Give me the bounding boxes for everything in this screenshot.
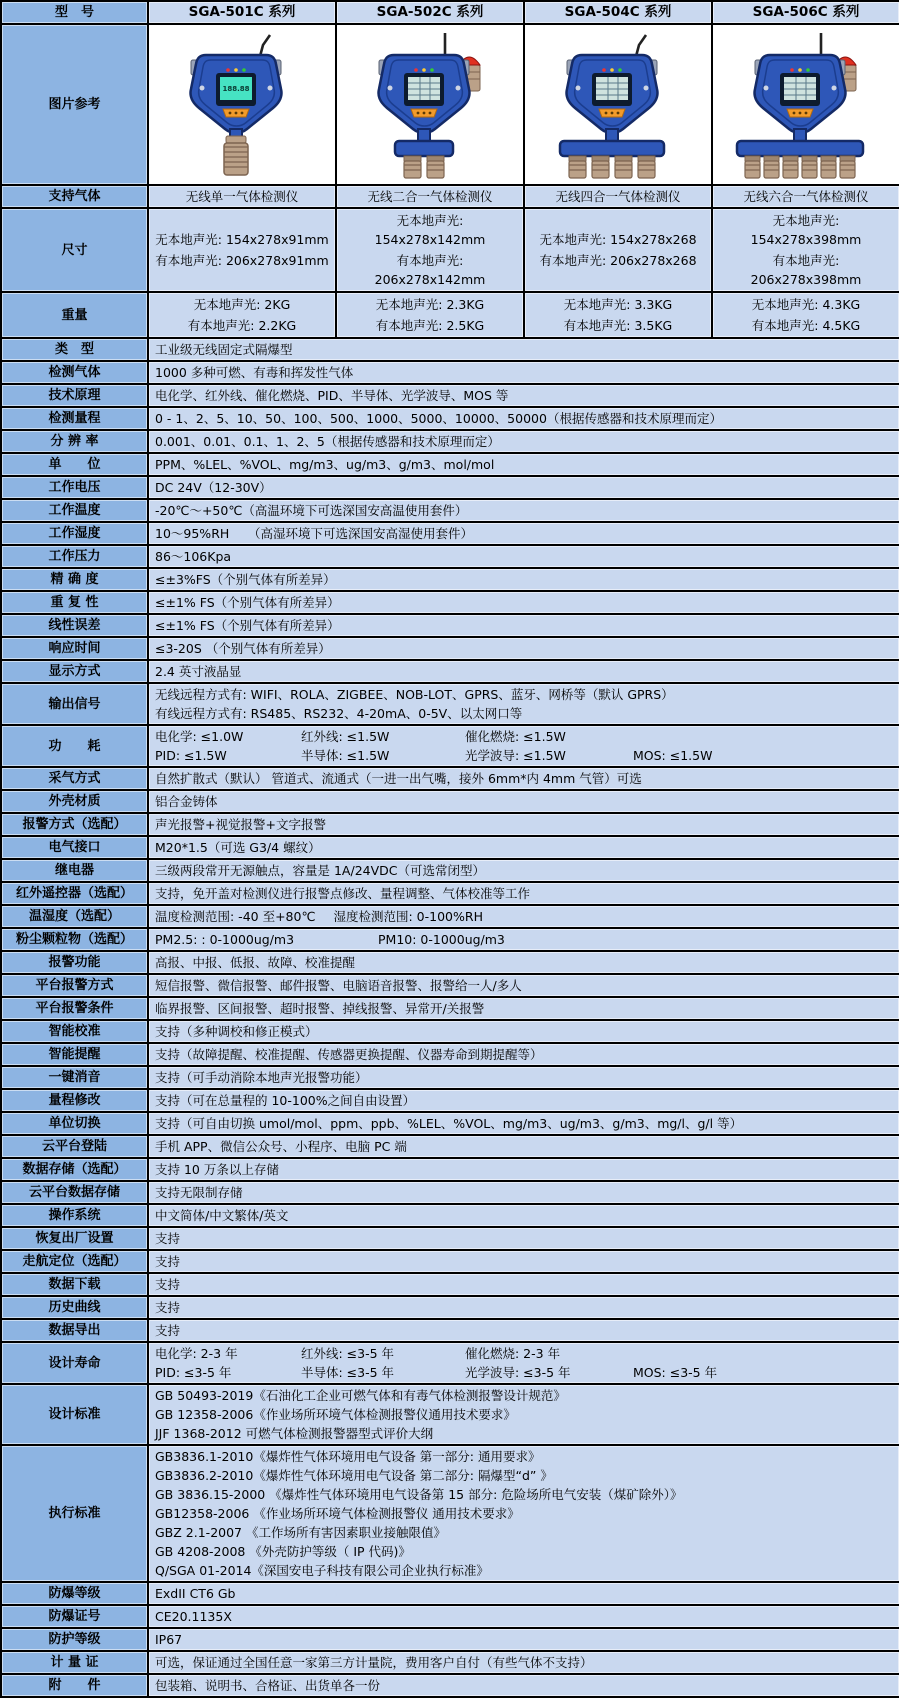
spec-value-line: 无本地声光: 154x278x398mm xyxy=(750,213,862,247)
spec-row xyxy=(1,1135,899,1158)
spec-row xyxy=(1,1250,899,1273)
spec-row xyxy=(1,430,899,453)
spec-row-value xyxy=(148,1089,899,1112)
spec-row-value xyxy=(148,725,899,767)
spec-value-line: 自然扩散式（默认） 管道式、流通式（一进一出气嘴，接外 6mm*内 4mm 气管）可选 xyxy=(155,771,642,786)
spec-row-value xyxy=(148,974,899,997)
spec-value-line: 声光报警+视觉报警+文字报警 xyxy=(155,817,326,832)
spec-row-value xyxy=(148,568,899,591)
spec-value-line: 无线二合一气体检测仪 xyxy=(367,189,493,204)
product-spec-row xyxy=(1,292,899,338)
spec-value-line: 10～95%RH （高湿环境下可选深国安高湿使用套件） xyxy=(155,526,474,541)
spec-value-line: ExdII CT6 Gb xyxy=(155,1586,236,1601)
spec-row-value xyxy=(148,614,899,637)
spec-value-line: 无本地声光: 154x278x142mm xyxy=(374,213,486,247)
spec-value-line: IP67 xyxy=(155,1632,183,1647)
spec-row xyxy=(1,499,899,522)
spec-value-line: GB12358-2006 《作业场所环境气体检测报警仪 通用技术要求》 xyxy=(155,1506,520,1521)
spec-value-line: GB3836.2-2010《爆炸性气体环境用电气设备 第二部分: 隔爆型“d” 》 xyxy=(155,1468,553,1483)
image-reference-row xyxy=(1,24,899,185)
spec-row xyxy=(1,1296,899,1319)
spec-row-label: 线性误差 xyxy=(1,614,148,637)
spec-row-value xyxy=(148,1582,899,1605)
spec-row-value xyxy=(148,499,899,522)
spec-row-label: 响应时间 xyxy=(1,637,148,660)
spec-row xyxy=(1,1674,899,1697)
spec-value-line: 有本地声光: 206x278x398mm xyxy=(750,253,862,287)
spec-row-value xyxy=(148,1181,899,1204)
spec-value-line: 无本地声光: 2KG xyxy=(193,297,291,312)
spec-row-label: 执行标准 xyxy=(1,1445,148,1582)
image-row-label: 图片参考 xyxy=(1,24,148,185)
spec-row xyxy=(1,767,899,790)
spec-value-line: 支持 xyxy=(155,1254,181,1269)
spec-row-label: 操作系统 xyxy=(1,1204,148,1227)
spec-row xyxy=(1,591,899,614)
spec-row-value xyxy=(148,882,899,905)
spec-value-line: 包装箱、说明书、合格证、出货单各一份 xyxy=(155,1678,381,1693)
spec-value-line: 支持无限制存储 xyxy=(155,1185,243,1200)
spec-row-value xyxy=(148,1112,899,1135)
spec-row-label: 粉尘颗粒物（选配） xyxy=(1,928,148,951)
spec-value-line: 有本地声光: 206x278x268 xyxy=(539,253,697,268)
spec-row-value xyxy=(148,1066,899,1089)
spec-row-label: 恢复出厂设置 xyxy=(1,1227,148,1250)
spec-value-line: 无本地声光: 4.3KG xyxy=(751,297,861,312)
spec-value-line: ≤±1% FS（个别气体有所差异） xyxy=(155,618,340,633)
spec-value-line: ≤3-20S （个别气体有所差异） xyxy=(155,641,331,656)
spec-row-value xyxy=(148,361,899,384)
spec-row xyxy=(1,476,899,499)
spec-row-label: 防爆等级 xyxy=(1,1582,148,1605)
spec-row xyxy=(1,361,899,384)
spec-row-value xyxy=(148,591,899,614)
spec-row-label: 类 型 xyxy=(1,338,148,361)
model-column-header: SGA-506C 系列 xyxy=(712,1,899,24)
spec-row-value xyxy=(148,1020,899,1043)
spec-value-segment: PM10: 0-1000ug/m3 xyxy=(378,932,505,947)
spec-value-line: 有本地声光: 206x278x91mm xyxy=(155,253,329,268)
spec-row-value xyxy=(148,859,899,882)
spec-row-value xyxy=(148,1250,899,1273)
spec-value-segment: 电化学: 2-3 年 xyxy=(155,1346,238,1361)
spec-row xyxy=(1,1445,899,1582)
spec-row xyxy=(1,522,899,545)
spec-value-segment: 光学波导: ≤3-5 年 xyxy=(465,1365,571,1380)
spec-row-value xyxy=(148,905,899,928)
spec-row xyxy=(1,614,899,637)
spec-row-value xyxy=(148,1342,899,1384)
model-header-label: 型 号 xyxy=(1,1,148,24)
spec-row xyxy=(1,1319,899,1342)
spec-row-label: 工作温度 xyxy=(1,499,148,522)
spec-value-line: 支持（可在总量程的 10-100%之间自由设置） xyxy=(155,1093,416,1108)
spec-row-label: 重量 xyxy=(1,292,148,338)
spec-value-line: Q/SGA 01-2014《深国安电子科技有限公司企业执行标准》 xyxy=(155,1563,489,1578)
spec-value-segment: 催化燃烧: 2-3 年 xyxy=(465,1346,561,1361)
spec-row xyxy=(1,1181,899,1204)
spec-row-value xyxy=(148,813,899,836)
spec-row-value xyxy=(148,476,899,499)
product-image-cell xyxy=(148,24,336,185)
spec-row-label: 智能校准 xyxy=(1,1020,148,1043)
spec-row xyxy=(1,1342,899,1384)
spec-row-value xyxy=(524,185,712,208)
spec-row-value xyxy=(148,1204,899,1227)
spec-row-label: 计 量 证 xyxy=(1,1651,148,1674)
spec-row-label: 技术原理 xyxy=(1,384,148,407)
spec-value-line: 有本地声光: 2.5KG xyxy=(375,318,485,333)
spec-value-line xyxy=(155,930,893,949)
spec-row-label: 精 确 度 xyxy=(1,568,148,591)
spec-row-value xyxy=(148,1651,899,1674)
spec-row-value xyxy=(524,292,712,338)
spec-row-value xyxy=(148,928,899,951)
spec-row-label: 温湿度（选配） xyxy=(1,905,148,928)
spec-row xyxy=(1,859,899,882)
spec-row-label: 设计标准 xyxy=(1,1384,148,1445)
spec-value-line: 支持（可自由切换 umol/mol、ppm、ppb、%LEL、%VOL、mg/m3、ug/m3、g/m3、mg/l、g/l 等） xyxy=(155,1116,743,1131)
spec-row-value xyxy=(148,790,899,813)
product-image-cell xyxy=(712,24,899,185)
spec-row-label: 云平台登陆 xyxy=(1,1135,148,1158)
spec-row-value xyxy=(148,836,899,859)
spec-value-line: -20℃～+50℃（高温环境下可选深国安高温使用套件） xyxy=(155,503,468,518)
spec-row-value xyxy=(148,1135,899,1158)
spec-row xyxy=(1,1089,899,1112)
spec-row-label: 智能提醒 xyxy=(1,1043,148,1066)
spec-value-line: 支持 xyxy=(155,1231,181,1246)
spec-row-label: 走航定位（选配） xyxy=(1,1250,148,1273)
spec-value-line: GB 4208-2008 《外壳防护等级（ IP 代码)》 xyxy=(155,1544,411,1559)
spec-value-line: 三级两段常开无源触点，容量是 1A/24VDC（可选常闭型） xyxy=(155,863,485,878)
spec-row-label: 支持气体 xyxy=(1,185,148,208)
spec-value-line: 有本地声光: 3.5KG xyxy=(563,318,673,333)
gas-detector-image xyxy=(713,25,899,184)
spec-value-line: JJF 1368-2012 可燃气体检测报警器型式评价大纲 xyxy=(155,1426,434,1441)
spec-row-label: 采气方式 xyxy=(1,767,148,790)
spec-value-line: 临界报警、区间报警、超时报警、掉线报警、异常开/关报警 xyxy=(155,1001,485,1016)
spec-row-label: 输出信号 xyxy=(1,683,148,725)
spec-row-label: 防爆证号 xyxy=(1,1605,148,1628)
spec-value-line: 可选，保证通过全国任意一家第三方计量院，费用客户自付（有些气体不支持） xyxy=(155,1655,593,1670)
spec-row-label: 单 位 xyxy=(1,453,148,476)
model-header-row xyxy=(1,1,899,24)
spec-row-value xyxy=(148,407,899,430)
spec-value-line xyxy=(155,746,893,765)
spec-value-line: ≤±3%FS（个别气体有所差异） xyxy=(155,572,336,587)
spec-row xyxy=(1,1227,899,1250)
spec-value-line: 86～106Kpa xyxy=(155,549,232,564)
spec-row xyxy=(1,1582,899,1605)
product-spec-row xyxy=(1,208,899,292)
spec-value-segment: PM2.5: : 0-1000ug/m3 xyxy=(155,932,295,947)
gas-detector-image xyxy=(149,25,335,184)
spec-row-value xyxy=(712,208,899,292)
spec-row-value xyxy=(148,1227,899,1250)
spec-row-label: 平台报警条件 xyxy=(1,997,148,1020)
spec-value-line: 1000 多种可燃、有毒和挥发性气体 xyxy=(155,365,354,380)
model-column-header: SGA-501C 系列 xyxy=(148,1,336,24)
spec-row xyxy=(1,725,899,767)
spec-value-line: PPM、%LEL、%VOL、mg/m3、ug/m3、g/m3、mol/mol xyxy=(155,457,495,472)
spec-value-line: 无线四合一气体检测仪 xyxy=(555,189,681,204)
spec-value-line: 无本地声光: 154x278x91mm xyxy=(155,232,329,247)
spec-row-value xyxy=(148,208,336,292)
spec-row xyxy=(1,1020,899,1043)
spec-row-label: 显示方式 xyxy=(1,660,148,683)
spec-row-label: 尺寸 xyxy=(1,208,148,292)
spec-value-line: 支持，免开盖对检测仪进行报警点修改、量程调整、气体校准等工作 xyxy=(155,886,531,901)
spec-row-label: 数据导出 xyxy=(1,1319,148,1342)
spec-value-line xyxy=(155,727,893,746)
spec-value-line: 电化学、红外线、催化燃烧、PID、半导体、光学波导、MOS 等 xyxy=(155,388,509,403)
spec-row-label: 检测气体 xyxy=(1,361,148,384)
spec-value-segment: 半导体: ≤1.5W xyxy=(301,748,390,763)
spec-value-line: 支持（故障提醒、校准提醒、传感器更换提醒、仪器寿命到期提醒等） xyxy=(155,1047,543,1062)
spec-row xyxy=(1,836,899,859)
spec-value-line: 无线六合一气体检测仪 xyxy=(743,189,869,204)
spec-value-segment: MOS: ≤3-5 年 xyxy=(633,1365,718,1380)
model-column-header: SGA-504C 系列 xyxy=(524,1,712,24)
spec-value-line: CE20.1135X xyxy=(155,1609,232,1624)
spec-row-value xyxy=(148,338,899,361)
spec-row xyxy=(1,997,899,1020)
spec-row xyxy=(1,790,899,813)
model-column-header: SGA-502C 系列 xyxy=(336,1,524,24)
spec-value-line: 有本地声光: 206x278x142mm xyxy=(374,253,486,287)
spec-value-line: 无线远程方式有: WIFI、ROLA、ZIGBEE、NOB-LOT、GPRS、蓝牙、网桥等（默认 GPRS） xyxy=(155,687,674,702)
spec-value-line: 支持 xyxy=(155,1323,181,1338)
spec-row-value xyxy=(148,997,899,1020)
spec-row-label: 平台报警方式 xyxy=(1,974,148,997)
spec-row-value xyxy=(712,185,899,208)
spec-value-line: M20*1.5（可选 G3/4 螺纹） xyxy=(155,840,321,855)
spec-value-line: 无本地声光: 3.3KG xyxy=(563,297,673,312)
spec-value-line xyxy=(155,1344,893,1363)
spec-value-line: 无线单一气体检测仪 xyxy=(185,189,299,204)
spec-row xyxy=(1,1651,899,1674)
spec-row-value xyxy=(148,660,899,683)
spec-row-label: 报警功能 xyxy=(1,951,148,974)
spec-value-line: 无本地声光: 2.3KG xyxy=(375,297,485,312)
spec-row-value xyxy=(524,208,712,292)
spec-value-segment: 红外线: ≤1.5W xyxy=(301,729,390,744)
product-image-cell xyxy=(336,24,524,185)
spec-row-label: 工作压力 xyxy=(1,545,148,568)
spec-row-value xyxy=(148,384,899,407)
spec-row xyxy=(1,1273,899,1296)
spec-row-value xyxy=(148,1674,899,1697)
product-image-cell xyxy=(524,24,712,185)
spec-row-label: 电气接口 xyxy=(1,836,148,859)
spec-row xyxy=(1,407,899,430)
spec-row xyxy=(1,1066,899,1089)
spec-value-line: 0 - 1、2、5、10、50、100、500、1000、5000、10000、50000（根据传感器和技术原理而定） xyxy=(155,411,722,426)
spec-row-label: 云平台数据存储 xyxy=(1,1181,148,1204)
spec-row-value xyxy=(148,185,336,208)
spec-row-label: 量程修改 xyxy=(1,1089,148,1112)
spec-row-label: 工作电压 xyxy=(1,476,148,499)
spec-value-line: 支持 xyxy=(155,1277,181,1292)
spec-value-line: 短信报警、微信报警、邮件报警、电脑语音报警、报警给一人/多人 xyxy=(155,978,522,993)
spec-value-line: 支持（多种调校和修正模式） xyxy=(155,1024,318,1039)
spec-row-value xyxy=(712,292,899,338)
spec-row-value xyxy=(148,683,899,725)
spec-row-value xyxy=(148,767,899,790)
spec-row xyxy=(1,813,899,836)
spec-value-line: GB 12358-2006《作业场所环境气体检测报警仪通用技术要求》 xyxy=(155,1407,516,1422)
spec-row-value xyxy=(148,637,899,660)
spec-value-line xyxy=(155,1363,893,1382)
spec-value-segment: MOS: ≤1.5W xyxy=(633,748,713,763)
spec-value-segment: PID: ≤3-5 年 xyxy=(155,1365,232,1380)
spec-row-value xyxy=(148,1628,899,1651)
spec-value-line: 支持 xyxy=(155,1300,181,1315)
product-spec-row xyxy=(1,185,899,208)
spec-row-label: 红外遥控器（选配） xyxy=(1,882,148,905)
spec-value-line: 2.4 英寸液晶显 xyxy=(155,664,242,679)
spec-value-line: 工业级无线固定式隔爆型 xyxy=(155,342,293,357)
spec-row-value xyxy=(148,1158,899,1181)
spec-row-value xyxy=(336,292,524,338)
spec-row-value xyxy=(148,1319,899,1342)
spec-row-label: 防护等级 xyxy=(1,1628,148,1651)
spec-value-line: 无本地声光: 154x278x268 xyxy=(539,232,697,247)
spec-row-value xyxy=(148,522,899,545)
spec-value-line: GB 50493-2019《石油化工企业可燃气体和有毒气体检测报警设计规范》 xyxy=(155,1388,566,1403)
spec-row-label: 附 件 xyxy=(1,1674,148,1697)
spec-row xyxy=(1,384,899,407)
spec-row xyxy=(1,660,899,683)
spec-row-label: 历史曲线 xyxy=(1,1296,148,1319)
spec-value-segment: PID: ≤1.5W xyxy=(155,748,227,763)
spec-value-line: ≤±1% FS（个别气体有所差异） xyxy=(155,595,340,610)
spec-row-value xyxy=(148,545,899,568)
spec-value-segment: 红外线: ≤3-5 年 xyxy=(301,1346,395,1361)
spec-value-line: GBZ 2.1-2007 《工作场所有害因素职业接触限值》 xyxy=(155,1525,446,1540)
spec-value-segment: 湿度检测范围: 0-100%RH xyxy=(333,909,483,924)
spec-value-line: 铝合金铸体 xyxy=(155,794,218,809)
spec-value-line: GB 3836.15-2000 《爆炸性气体环境用电气设备第 15 部分: 危险场所电气安装（煤矿除外）》 xyxy=(155,1487,683,1502)
spec-row-label: 外壳材质 xyxy=(1,790,148,813)
spec-row xyxy=(1,683,899,725)
spec-row-label: 数据下载 xyxy=(1,1273,148,1296)
spec-row-value xyxy=(148,292,336,338)
spec-row-value xyxy=(148,1043,899,1066)
spec-row-label: 工作湿度 xyxy=(1,522,148,545)
spec-value-line: 有本地声光: 4.5KG xyxy=(751,318,861,333)
spec-row xyxy=(1,974,899,997)
spec-row-value xyxy=(148,1384,899,1445)
spec-row-value xyxy=(148,430,899,453)
spec-row xyxy=(1,338,899,361)
spec-value-line: 支持（可手动消除本地声光报警功能） xyxy=(155,1070,368,1085)
spec-value-line: DC 24V（12-30V） xyxy=(155,480,272,495)
spec-row-value xyxy=(148,951,899,974)
spec-value-line: 高报、中报、低报、故障、校准提醒 xyxy=(155,955,356,970)
spec-row-value xyxy=(336,208,524,292)
spec-value-line xyxy=(155,907,893,926)
gas-detector-image xyxy=(525,25,711,184)
spec-value-line: 手机 APP、微信公众号、小程序、电脑 PC 端 xyxy=(155,1139,407,1154)
spec-row-label: 设计寿命 xyxy=(1,1342,148,1384)
spec-row-value xyxy=(336,185,524,208)
spec-row-label: 继电器 xyxy=(1,859,148,882)
spec-row xyxy=(1,1628,899,1651)
spec-row xyxy=(1,951,899,974)
spec-row xyxy=(1,637,899,660)
spec-row xyxy=(1,568,899,591)
spec-row-value xyxy=(148,453,899,476)
spec-row xyxy=(1,453,899,476)
spec-row-label: 功 耗 xyxy=(1,725,148,767)
spec-row xyxy=(1,1384,899,1445)
spec-row xyxy=(1,1204,899,1227)
spec-value-segment: 半导体: ≤3-5 年 xyxy=(301,1365,395,1380)
spec-value-line: GB3836.1-2010《爆炸性气体环境用电气设备 第一部分: 通用要求》 xyxy=(155,1449,541,1464)
spec-value-segment: 光学波导: ≤1.5W xyxy=(465,748,566,763)
spec-row xyxy=(1,545,899,568)
spec-value-line: 有线远程方式有: RS485、RS232、4-20mA、0-5V、以太网口等 xyxy=(155,706,523,721)
spec-row-value xyxy=(148,1273,899,1296)
spec-row-label: 检测量程 xyxy=(1,407,148,430)
spec-value-line: 0.001、0.01、0.1、1、2、5（根据传感器和技术原理而定） xyxy=(155,434,500,449)
spec-row xyxy=(1,1112,899,1135)
spec-value-line: 中文简体/中文繁体/英文 xyxy=(155,1208,289,1223)
spec-value-line: 有本地声光: 2.2KG xyxy=(187,318,297,333)
spec-row-label: 分 辨 率 xyxy=(1,430,148,453)
spec-value-segment: 温度检测范围: -40 至+80℃ xyxy=(155,909,316,924)
spec-row xyxy=(1,905,899,928)
spec-row xyxy=(1,928,899,951)
spec-row-value xyxy=(148,1296,899,1319)
svg-text:188.88: 188.88 xyxy=(222,84,250,93)
gas-detector-image xyxy=(337,25,523,184)
spec-row-label: 重 复 性 xyxy=(1,591,148,614)
spec-row-value xyxy=(148,1605,899,1628)
spec-row xyxy=(1,1605,899,1628)
spec-row-value xyxy=(148,1445,899,1582)
spec-row xyxy=(1,882,899,905)
spec-row xyxy=(1,1158,899,1181)
spec-value-segment: 催化燃烧: ≤1.5W xyxy=(465,729,566,744)
spec-row-label: 单位切换 xyxy=(1,1112,148,1135)
spec-row-label: 一键消音 xyxy=(1,1066,148,1089)
spec-value-line: 支持 10 万条以上存储 xyxy=(155,1162,279,1177)
spec-row-label: 数据存储（选配） xyxy=(1,1158,148,1181)
spec-row-label: 报警方式（选配） xyxy=(1,813,148,836)
spec-row xyxy=(1,1043,899,1066)
spec-value-segment: 电化学: ≤1.0W xyxy=(155,729,244,744)
